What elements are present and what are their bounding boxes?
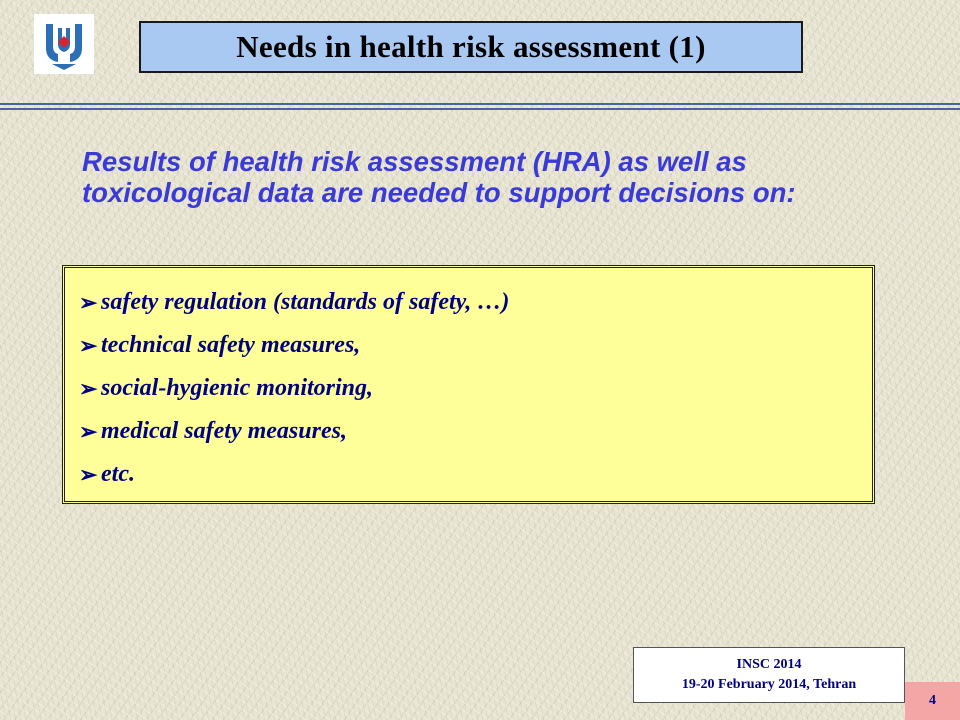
intro-paragraph: Results of health risk assessment (HRA) as well as toxicological data are needed to support decisions on: [82, 146, 796, 208]
list-item-text: technical safety measures, [101, 332, 361, 358]
list-item-text: safety regulation (standards of safety, …) [101, 289, 510, 315]
list-item [79, 324, 872, 367]
footer-conference-date: 19-20 February 2014, Tehran [681, 677, 857, 692]
arrow-bullet-icon: ➢ [79, 332, 98, 358]
decision-list-box [62, 265, 875, 504]
page-number-badge [905, 682, 960, 720]
list-item [79, 410, 872, 453]
header-divider-secondary [0, 108, 960, 110]
list-item [79, 367, 872, 410]
page-title: Needs in health risk assessment (1) [236, 29, 706, 64]
list-item-text: social-hygienic monitoring, [101, 375, 374, 401]
list-item [79, 281, 872, 324]
list-item-text: medical safety measures, [101, 418, 347, 444]
footer-conference-name: INSC 2014 [736, 657, 802, 672]
footer-conference-box [633, 647, 905, 703]
organization-logo-icon [34, 14, 94, 74]
list-item-text: etc. [101, 461, 135, 487]
header-divider [0, 103, 960, 105]
list-item [79, 453, 872, 496]
arrow-bullet-icon: ➢ [79, 461, 98, 487]
arrow-bullet-icon: ➢ [79, 289, 98, 315]
title-box [139, 21, 803, 73]
page-number: 4 [929, 693, 936, 708]
arrow-bullet-icon: ➢ [79, 375, 98, 401]
arrow-bullet-icon: ➢ [79, 418, 98, 444]
logo-graphic [34, 14, 94, 74]
